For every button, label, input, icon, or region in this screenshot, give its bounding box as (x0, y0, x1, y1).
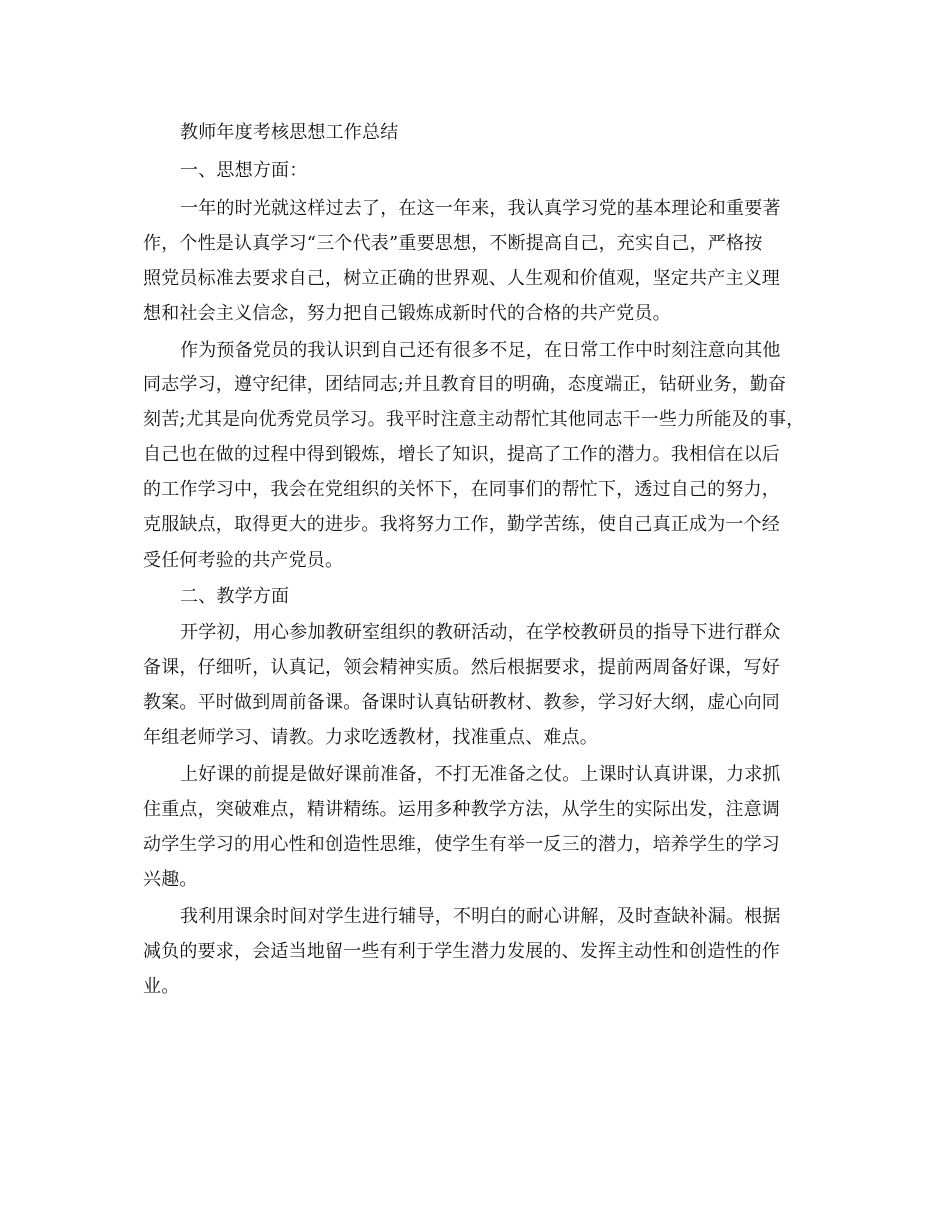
paragraph-line: 教案。平时做到周前备课。备课时认真钻研教材、教参，学习好大纲，虚心向同 (143, 692, 780, 713)
paragraph-line: 刻苦;尤其是向优秀党员学习。我平时注意主动帮忙其他同志干一些力所能及的事， (143, 409, 805, 430)
paragraph-line: 减负的要求，会适当地留一些有利于学生潜力发展的、发挥主动性和创造性的作 (143, 941, 780, 962)
paragraph-line: 作为预备党员的我认识到自己还有很多不足，在日常工作中时刻注意向其他 (180, 340, 781, 361)
paragraph-line: 一年的时光就这样过去了，在这一年来，我认真学习党的基本理论和重要著 (180, 198, 781, 219)
paragraph-line: 自己也在做的过程中得到锻炼，增长了知识，提高了工作的潜力。我相信在以后 (143, 444, 780, 465)
paragraph-line: 兴趣。 (143, 869, 198, 890)
paragraph-line: 动学生学习的用心性和创造性思维，使学生有举一反三的潜力，培养学生的学习 (143, 834, 780, 855)
paragraph-line: 受任何考验的共产党员。 (143, 550, 344, 571)
paragraph-line: 业。 (143, 976, 180, 997)
section-heading-thought: 一、思想方面： (180, 160, 308, 181)
paragraph-line: 照党员标准去要求自己，树立正确的世界观、人生观和价值观，坚定共产主义理 (143, 268, 780, 289)
paragraph-line: 作，个性是认真学习“三个代表”重要思想，不断提高自己，充实自己，严格按 (143, 233, 763, 254)
paragraph-line: 我利用课余时间对学生进行辅导，不明白的耐心讲解，及时查缺补漏。根据 (180, 906, 781, 927)
paragraph-line: 住重点，突破难点，精讲精练。运用多种教学方法，从学生的实际出发，注意调 (143, 799, 780, 820)
paragraph-line: 克服缺点，取得更大的进步。我将努力工作，勤学苦练，使自己真正成为一个经 (143, 514, 780, 535)
paragraph-line: 想和社会主义信念，努力把自己锻炼成新时代的合格的共产党员。 (143, 303, 671, 324)
section-heading-teaching: 二、教学方面 (180, 586, 290, 607)
paragraph-line: 开学初，用心参加教研室组织的教研活动，在学校教研员的指导下进行群众 (180, 622, 781, 643)
paragraph-line: 年组老师学习、请教。力求吃透教材，找准重点、难点。 (143, 727, 598, 748)
paragraph-line: 备课，仔细听，认真记，领会精神实质。然后根据要求，提前两周备好课，写好 (143, 657, 780, 678)
paragraph-line: 同志学习，遵守纪律，团结同志;并且教育目的明确，态度端正，钻研业务，勤奋 (143, 374, 787, 395)
paragraph-line: 上好课的前提是做好课前准备，不打无准备之仗。上课时认真讲课，力求抓 (180, 764, 781, 785)
document-title: 教师年度考核思想工作总结 (180, 122, 399, 143)
paragraph-line: 的工作学习中，我会在党组织的关怀下，在同事们的帮忙下，透过自己的努力， (143, 479, 780, 500)
